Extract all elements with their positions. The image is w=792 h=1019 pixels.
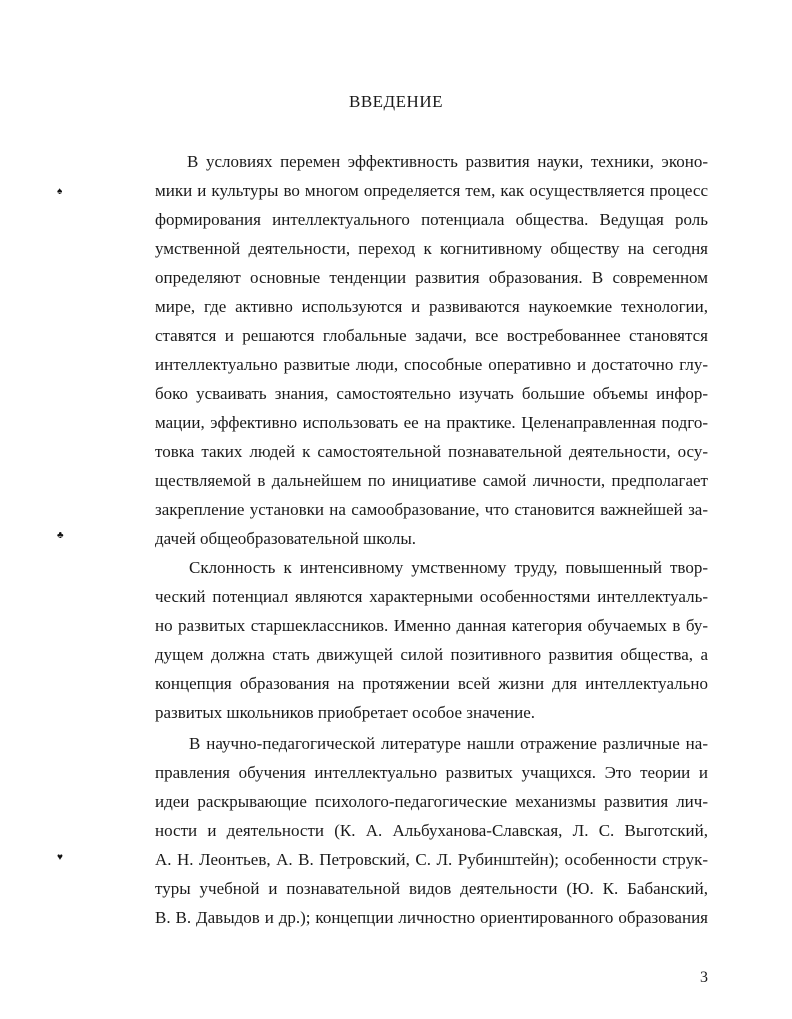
text-line: определяют основные тенденции развития образования. В современном	[155, 268, 708, 287]
text-line: идеи раскрывающие психолого-педагогические механизмы развития лич-	[155, 792, 708, 811]
text-line: интеллектуально развитые люди, способные оперативно и достаточно глу-	[155, 355, 708, 374]
text-line: В условиях перемен эффективность развития науки, техники, эконо-	[187, 152, 708, 171]
text-line: ставятся и решаются глобальные задачи, все востребованнее становятся	[155, 326, 708, 345]
text-line: товка таких людей к самостоятельной познавательной деятельности, осу-	[155, 442, 708, 461]
margin-mark-icon: ♠	[57, 186, 63, 197]
text-line: мации, эффективно использовать ее на практике. Целенаправленная подго-	[155, 413, 708, 432]
text-line: формирования интеллектуального потенциала общества. Ведущая роль	[155, 210, 708, 229]
text-line: закрепление установки на самообразование, что становится важнейшей за-	[155, 500, 708, 519]
text-line: мире, где активно используются и развиваются наукоемкие технологии,	[155, 297, 708, 316]
text-line: В. В. Давыдов и др.); концепции личностно ориентированного образования	[155, 908, 708, 927]
text-line: мики и культуры во многом определяется тем, как осуществляется процесс	[155, 181, 708, 200]
margin-mark-icon: ♣	[57, 530, 64, 541]
text-line: А. Н. Леонтьев, А. В. Петровский, С. Л. Рубинштейн); особенности струк-	[155, 850, 708, 869]
document-heading: ВВЕДЕНИЕ	[349, 92, 443, 111]
text-line: Склонность к интенсивному умственному труду, повышенный твор-	[189, 558, 708, 577]
text-line: туры учебной и познавательной видов деятельности (Ю. К. Бабанский,	[155, 879, 708, 898]
text-line: развитых школьников приобретает особое значение.	[155, 703, 536, 722]
text-line: ческий потенциал являются характерными особенностями интеллектуаль-	[155, 587, 708, 606]
text-line: боко усваивать знания, самостоятельно изучать большие объемы инфор-	[155, 384, 708, 403]
text-line: В научно-педагогической литературе нашли отражение различные на-	[189, 734, 708, 753]
margin-mark-icon: ♥	[57, 852, 63, 863]
text-line: ществляемой в дальнейшем по инициативе самой личности, предполагает	[155, 471, 708, 490]
text-line: ности и деятельности (К. А. Альбуханова-Славская, Л. С. Выготский,	[155, 821, 708, 840]
text-line: дачей общеобразовательной школы.	[155, 529, 417, 548]
page-number: 3	[700, 969, 708, 986]
text-line: дущем должна стать движущей силой позитивного развития общества, а	[155, 645, 708, 664]
text-line: концепция образования на протяжении всей жизни для интеллектуально	[155, 674, 708, 693]
text-line: умственной деятельности, переход к когнитивному обществу на сегодня	[155, 239, 708, 258]
text-line: правления обучения интеллектуально развитых учащихся. Это теории и	[155, 763, 708, 782]
text-line: но развитых старшеклассников. Именно данная категория обучаемых в бу-	[155, 616, 708, 635]
